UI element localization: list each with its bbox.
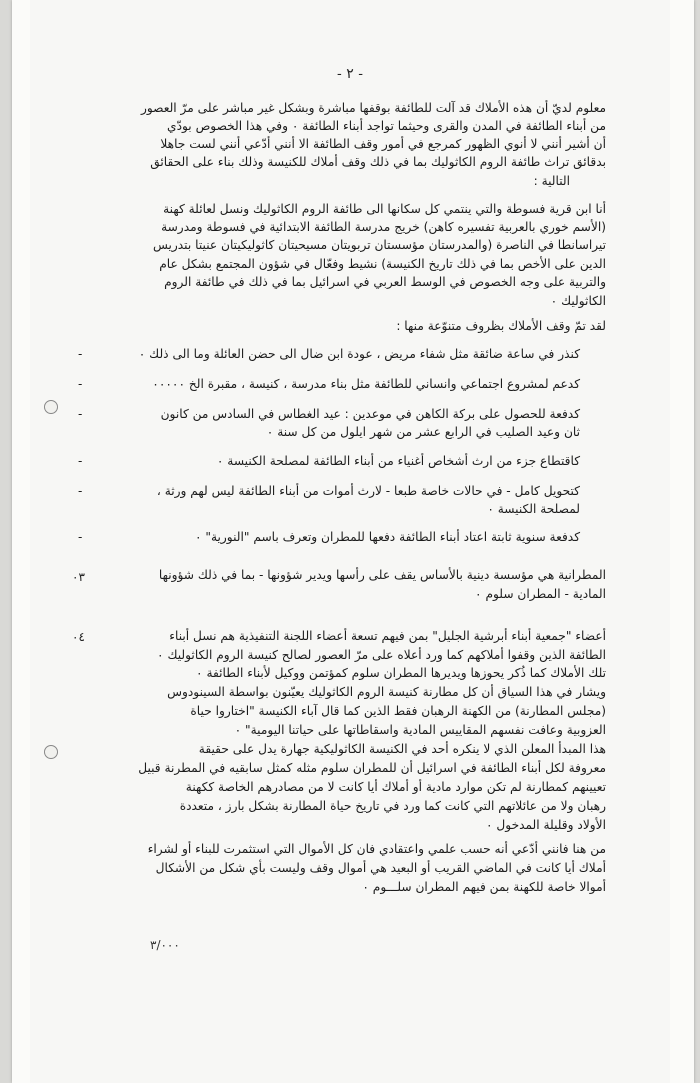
text-line: التالية : (533, 174, 570, 188)
text-line: لقد تمّ وقف الأملاك بظروف متنوّعة منها : (396, 319, 606, 333)
section-number: ٠٣ (72, 570, 85, 584)
list-marker: - (78, 407, 83, 421)
text-line: بدقائق تراث طائفة الروم الكاثوليك بما في ذلك وقف أملاك للكنيسة وذلك بناء على الحقائق (150, 155, 606, 169)
text-line: أملاك أيا كانت في الماضي القريب أو البعيد هي أموال وقف وليست بأي شكل من الأشكال (155, 861, 606, 875)
list-item: كدعم لمشروع اجتماعي وانساني للطائفة مثل بناء مدرسة ، كنيسة ، مقبرة الخ ٠٠٠٠٠ (152, 377, 580, 391)
continuation-reference: ٣/٠٠٠ (150, 938, 180, 952)
text-line: المادية - المطران سلوم ٠ (475, 587, 606, 601)
text-line: (الأسم خوري بالعربية تفسيره كاهن) خريج مدرسة الطائفة الابتدائية في فسوطة ومدرسة (161, 220, 606, 234)
text-line: الكاثوليك ٠ (550, 294, 606, 308)
text-line: معلوم لديّ أن هذه الأملاك قد آلت للطائفة بوقفها مباشرة وبشكل غير مباشر على مرّ العصور (140, 101, 606, 115)
text-line: (مجلس المطارنة) من الكهنة الرهبان فقط الذين كما قال آباء الكنيسة "اختاروا حياة (190, 704, 606, 718)
text-line: من هنا فانني أدّعي أنه حسب علمي واعتقادي فان كل الأموال التي استثمرت للبناء أو لشراء (147, 842, 606, 856)
text-line: الأولاد وقليلة المدخول ٠ (486, 818, 606, 832)
punch-hole (44, 745, 58, 759)
list-item: كدفعة للحصول على بركة الكاهن في موعدين : عيد الغطاس في السادس من كانون (160, 407, 580, 421)
text-line: معروفة لكل أبناء الطائفة في اسرائيل أن للمطران سلوم مثله كمثل سابقيه في المطرنة قبيل (138, 761, 606, 775)
text-line: أن أشير أنني لا أنوي الظهور كمرجع في أمور وقف الطائفة الا أنني أدّعي أنني لست جاهلا (160, 137, 606, 151)
list-item: كاقتطاع جزء من ارث أشخاص أغنياء من أبناء الطائفة لمصلحة الكنيسة ٠ (216, 454, 580, 468)
list-marker: - (78, 454, 83, 468)
list-marker: - (78, 377, 83, 391)
list-item: كتحويل كامل - في حالات خاصة طبعا - لارث أموات من أبناء الطائفة ليس لهم ورثة ، (156, 484, 580, 498)
list-marker: - (78, 530, 83, 544)
list-item: كنذر في ساعة ضائقة مثل شفاء مريض ، عودة ابن ضال الى حضن العائلة وما الى ذلك ٠ (138, 347, 580, 361)
list-item: لمصلحة الكنيسة ٠ (487, 502, 580, 516)
text-line: أموالا خاصة للكهنة بمن فيهم المطران سلـــوم ٠ (362, 880, 606, 894)
text-line: هذا المبدأ المعلن الذي لا ينكره أحد في الكنيسة الكاثوليكية جهارة يدل على حقيقة (198, 742, 606, 756)
list-item: ثان وعيد الصليب في الرابع عشر من شهر ايلول من كل سنة ٠ (266, 425, 580, 439)
text-line: أعضاء "جمعية أبناء أبرشية الجليل" بمن فيهم تسعة أعضاء اللجنة التنفيذية هم نسل أبناء (169, 629, 606, 643)
section-number: ٠٤ (72, 630, 85, 644)
text-line: من أبناء الطائفة في المدن والقرى وحيثما تواجد أبناء الطائفة ٠ وفي هذا الخصوص بودّي (167, 119, 606, 133)
punch-hole (44, 400, 58, 414)
list-marker: - (78, 484, 83, 498)
list-item: كدفعة سنوية ثابتة اعتاد أبناء الطائفة دفعها للمطران وتعرف باسم "النورية" ٠ (194, 530, 580, 544)
list-marker: - (78, 347, 83, 361)
text-line: تيراسانطا في الناصرة (والمدرستان مؤسستان تربويتان مسيحيتان كاثوليكيتان عنيتا بتدريس (152, 238, 606, 252)
text-line: رهبان ولا من عائلاتهم التي كانت كما ورد في تاريخ حياة المطارنة بشكل بارز ، متعددة (179, 799, 606, 813)
page-number: - ٢ - (337, 66, 363, 82)
text-line: تلك الأملاك كما ذُكر يحوزها ويديرها المطران سلوم كمؤتمن ووكيل لأبناء الطائفة ٠ (196, 666, 606, 680)
text-line: المطرانية هي مؤسسة دينية بالأساس يقف على رأسها ويدير شؤونها - بما في ذلك شؤونها (158, 568, 606, 582)
text-line: والتربية على وجه الخصوص في الوسط العربي في اسرائيل بما في ذلك في طائفة الروم (164, 275, 606, 289)
text-line: ويشار في هذا السياق أن كل مطارنة كنيسة الروم الكاثوليك يعيّنون بواسطة السينودوس (167, 685, 606, 699)
text-line: العزوبية وعافت نفسهم المقاييس المادية واسقاطاتها على حياتنا اليومية" ٠ (234, 723, 606, 737)
text-line: أنا ابن قرية فسوطة والتي ينتمي كل سكانها الى طائفة الروم الكاثوليك ونسل لعائلة كهنة (163, 202, 606, 216)
text-line: الطائفة الذين وقفوا أملاكهم كما ورد أعلاه على مرّ العصور لصالح كنيسة الروم الكاثوليك ٠ (157, 648, 606, 662)
text-line: الدين على الأخص بما في ذلك تاريخ الكنيسة) نشيط وفعّال في شؤون المجتمع بشكل عام (159, 257, 606, 271)
text-line: تعيينهم كمطارنة لم تكن موارد مادية أو أملاك أيا كانت لا من مصادرهم الخاصة ككهنة (185, 780, 606, 794)
